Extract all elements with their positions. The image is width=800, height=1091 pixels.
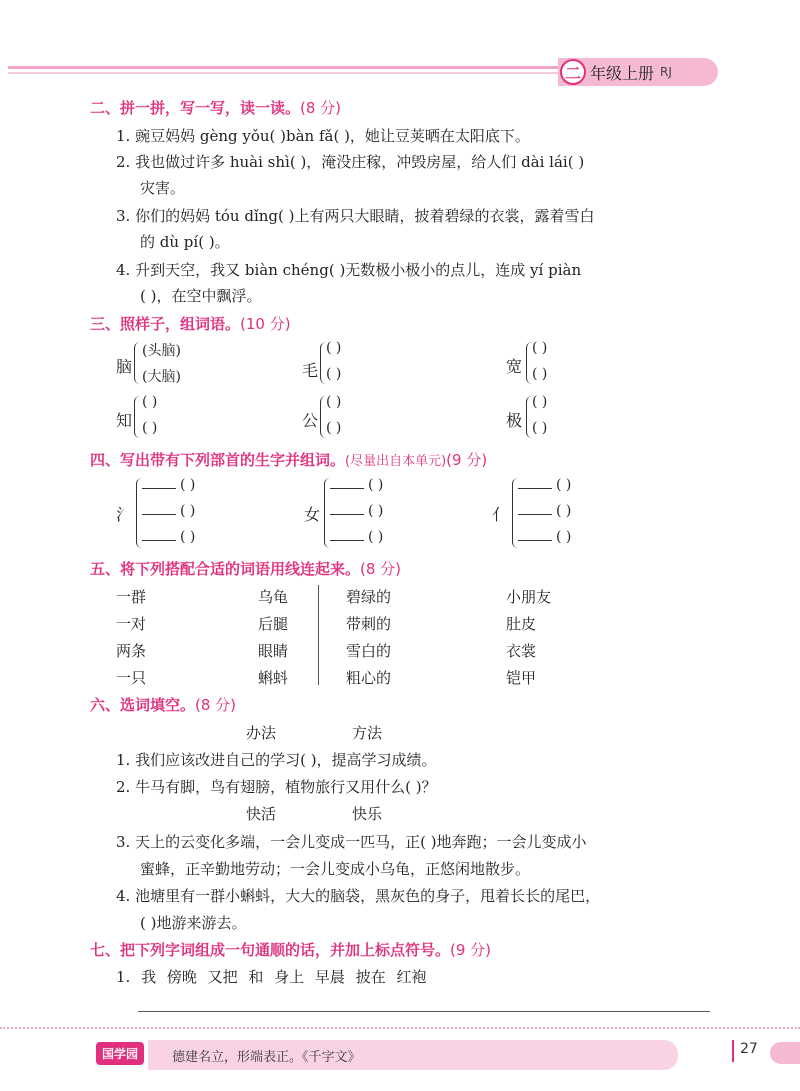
section-5-points: (8 分) (360, 560, 402, 578)
s3-blank-6a: ( ) (532, 394, 548, 410)
s3-blank-5b: ( ) (326, 420, 342, 436)
s4-row-1a: ( ) (142, 476, 195, 493)
section-6-points: (8 分) (195, 696, 237, 714)
s2-line-1: 1. 豌豆妈妈 gèng yǒu( )bàn fǎ( )，她让豆荚晒在太阳底下。 (116, 127, 530, 145)
section-3-points: (10 分) (240, 315, 291, 333)
s6-line-3: 3. 天上的云变化多端，一会儿变成一匹马，正( )地奔跑；一会儿变成小 (116, 833, 587, 851)
s3-blank-3a: ( ) (532, 340, 548, 356)
s3-char-5: 公 (302, 411, 319, 430)
s2-line-2: 2. 我也做过许多 huài shì( )，淹没庄稼，冲毁房屋，给人们 dài lái( ) (116, 153, 585, 171)
s3-char-2: 毛 (302, 361, 319, 380)
s5-c3-3: 雪白的 (346, 642, 392, 660)
s3-char-3: 宽 (506, 357, 523, 376)
s3-brace-1 (134, 342, 141, 384)
logo-text: 国学园 (96, 1042, 144, 1065)
s2-line-5: 的 dù pí( )。 (140, 233, 230, 251)
s4-row-2a: ( ) (330, 476, 383, 493)
s3-blank-2a: ( ) (326, 340, 342, 356)
section-2-title (90, 97, 341, 118)
s5-c4-3: 衣裳 (506, 642, 537, 660)
section-7-heading: 七、把下列字词组成一句通顺的话，并加上标点符号。 (90, 941, 451, 959)
section-4-title (90, 449, 487, 470)
section-7-title (90, 939, 491, 960)
header-rule-thin (8, 72, 568, 74)
s3-example-1: (头脑) (142, 343, 181, 359)
s4-row-1c: ( ) (142, 528, 195, 545)
s3-blank-6b: ( ) (532, 420, 548, 436)
s2-line-6: 4. 升到天空，我又 biàn chéng( )无数极小极小的点儿，连成 yí piàn (116, 261, 582, 279)
grade-tab (558, 58, 718, 86)
s5-c2-4: 蝌蚪 (258, 669, 289, 687)
guoxueyuan-logo (90, 1038, 154, 1068)
s4-row-3a: ( ) (518, 476, 571, 493)
section-7-points: (9 分) (450, 941, 492, 959)
s5-c3-1: 碧绿的 (346, 588, 392, 606)
s5-c4-4: 铠甲 (506, 669, 537, 687)
s4-row-2c: ( ) (330, 528, 383, 545)
s4-row-3c: ( ) (518, 528, 571, 545)
s2-line-4: 3. 你们的妈妈 tóu dǐng( )上有两只大眼睛，披着碧绿的衣裳，露着雪白 (116, 207, 595, 225)
s5-c4-2: 肚皮 (506, 615, 537, 633)
page-tab (770, 1042, 800, 1064)
section-4-points: (9 分) (446, 451, 488, 469)
s6-line-4: 蜜蜂，正辛勤地劳动；一会儿变成小乌龟，正悠闲地散步。 (140, 860, 531, 878)
page-number-bar (732, 1040, 734, 1062)
footer-dotted-rule (0, 1027, 800, 1029)
s4-radical-1: 氵 (116, 505, 133, 524)
s3-blank-2b: ( ) (326, 366, 342, 382)
s3-example-2: (大脑) (142, 369, 181, 385)
s5-c1-3: 两条 (116, 642, 147, 660)
s5-c1-4: 一只 (116, 669, 147, 687)
s4-row-2b: ( ) (330, 502, 383, 519)
s3-brace-4 (134, 396, 141, 438)
edition-label: RJ (660, 65, 672, 79)
s4-row-1b: ( ) (142, 502, 195, 519)
s6-word-2: 方法 (352, 724, 383, 742)
s6-word-4: 快乐 (352, 805, 383, 823)
s3-char-6: 极 (506, 411, 523, 430)
s5-c1-1: 一群 (116, 588, 147, 606)
section-4-hint: (尽量出自本单元) (345, 454, 447, 469)
s6-line-2: 2. 牛马有脚，鸟有翅膀，植物旅行又用什么( )？ (116, 778, 437, 796)
s5-c3-4: 粗心的 (346, 669, 392, 687)
section-6-title (90, 694, 236, 715)
s4-radical-2: 女 (304, 505, 321, 524)
s6-word-1: 办法 (246, 724, 277, 742)
header-rule (8, 66, 568, 69)
section-3-title (90, 313, 291, 334)
section-4-heading: 四、写出带有下列部首的生字并组词。 (90, 451, 346, 469)
section-5-title (90, 558, 401, 579)
footer-quote: 德建名立，形端表正。《千字文》 (172, 1050, 361, 1065)
section-6-heading: 六、选词填空。 (90, 696, 196, 714)
s3-blank-5a: ( ) (326, 394, 342, 410)
s7-answer-line (138, 1011, 710, 1012)
s6-word-3: 快活 (246, 805, 277, 823)
s7-line-1: 1. 我 傍晚 又把 和 身上 早晨 披在 红袍 (116, 968, 427, 986)
s5-c2-2: 后腿 (258, 615, 289, 633)
s6-line-1: 1. 我们应该改进自己的学习( )，提高学习成绩。 (116, 751, 437, 769)
s3-blank-3b: ( ) (532, 366, 548, 382)
s3-blank-4b: ( ) (142, 420, 158, 436)
s6-line-6: ( )地游来游去。 (140, 914, 247, 932)
s3-char-1: 脑 (116, 357, 133, 376)
grade-text: 年级上册 (590, 63, 655, 83)
s5-c1-2: 一对 (116, 615, 147, 633)
s3-char-4: 知 (116, 411, 133, 430)
section-2-heading: 二、拼一拼，写一写，读一读。 (90, 99, 301, 117)
s2-line-3: 灾害。 (140, 179, 186, 197)
s4-row-3b: ( ) (518, 502, 571, 519)
section-5-heading: 五、将下列搭配合适的词语用线连起来。 (90, 560, 361, 578)
s4-radical-3: 亻 (492, 505, 509, 524)
s5-c3-2: 带刺的 (346, 615, 392, 633)
s5-c2-1: 乌龟 (258, 588, 289, 606)
s3-blank-4a: ( ) (142, 394, 158, 410)
s6-line-5: 4. 池塘里有一群小蝌蚪，大大的脑袋，黑灰色的身子，甩着长长的尾巴， (116, 887, 601, 905)
section-3-heading: 三、照样子，组词语。 (90, 315, 241, 333)
s5-c2-3: 眼睛 (258, 642, 289, 660)
s5-c4-1: 小朋友 (506, 588, 552, 606)
grade-circle: 二 (560, 59, 586, 85)
section-2-points: (8 分) (300, 99, 342, 117)
s2-line-7: ( )，在空中飘浮。 (140, 287, 262, 305)
s5-divider (318, 585, 319, 685)
page-number: 27 (740, 1041, 758, 1057)
